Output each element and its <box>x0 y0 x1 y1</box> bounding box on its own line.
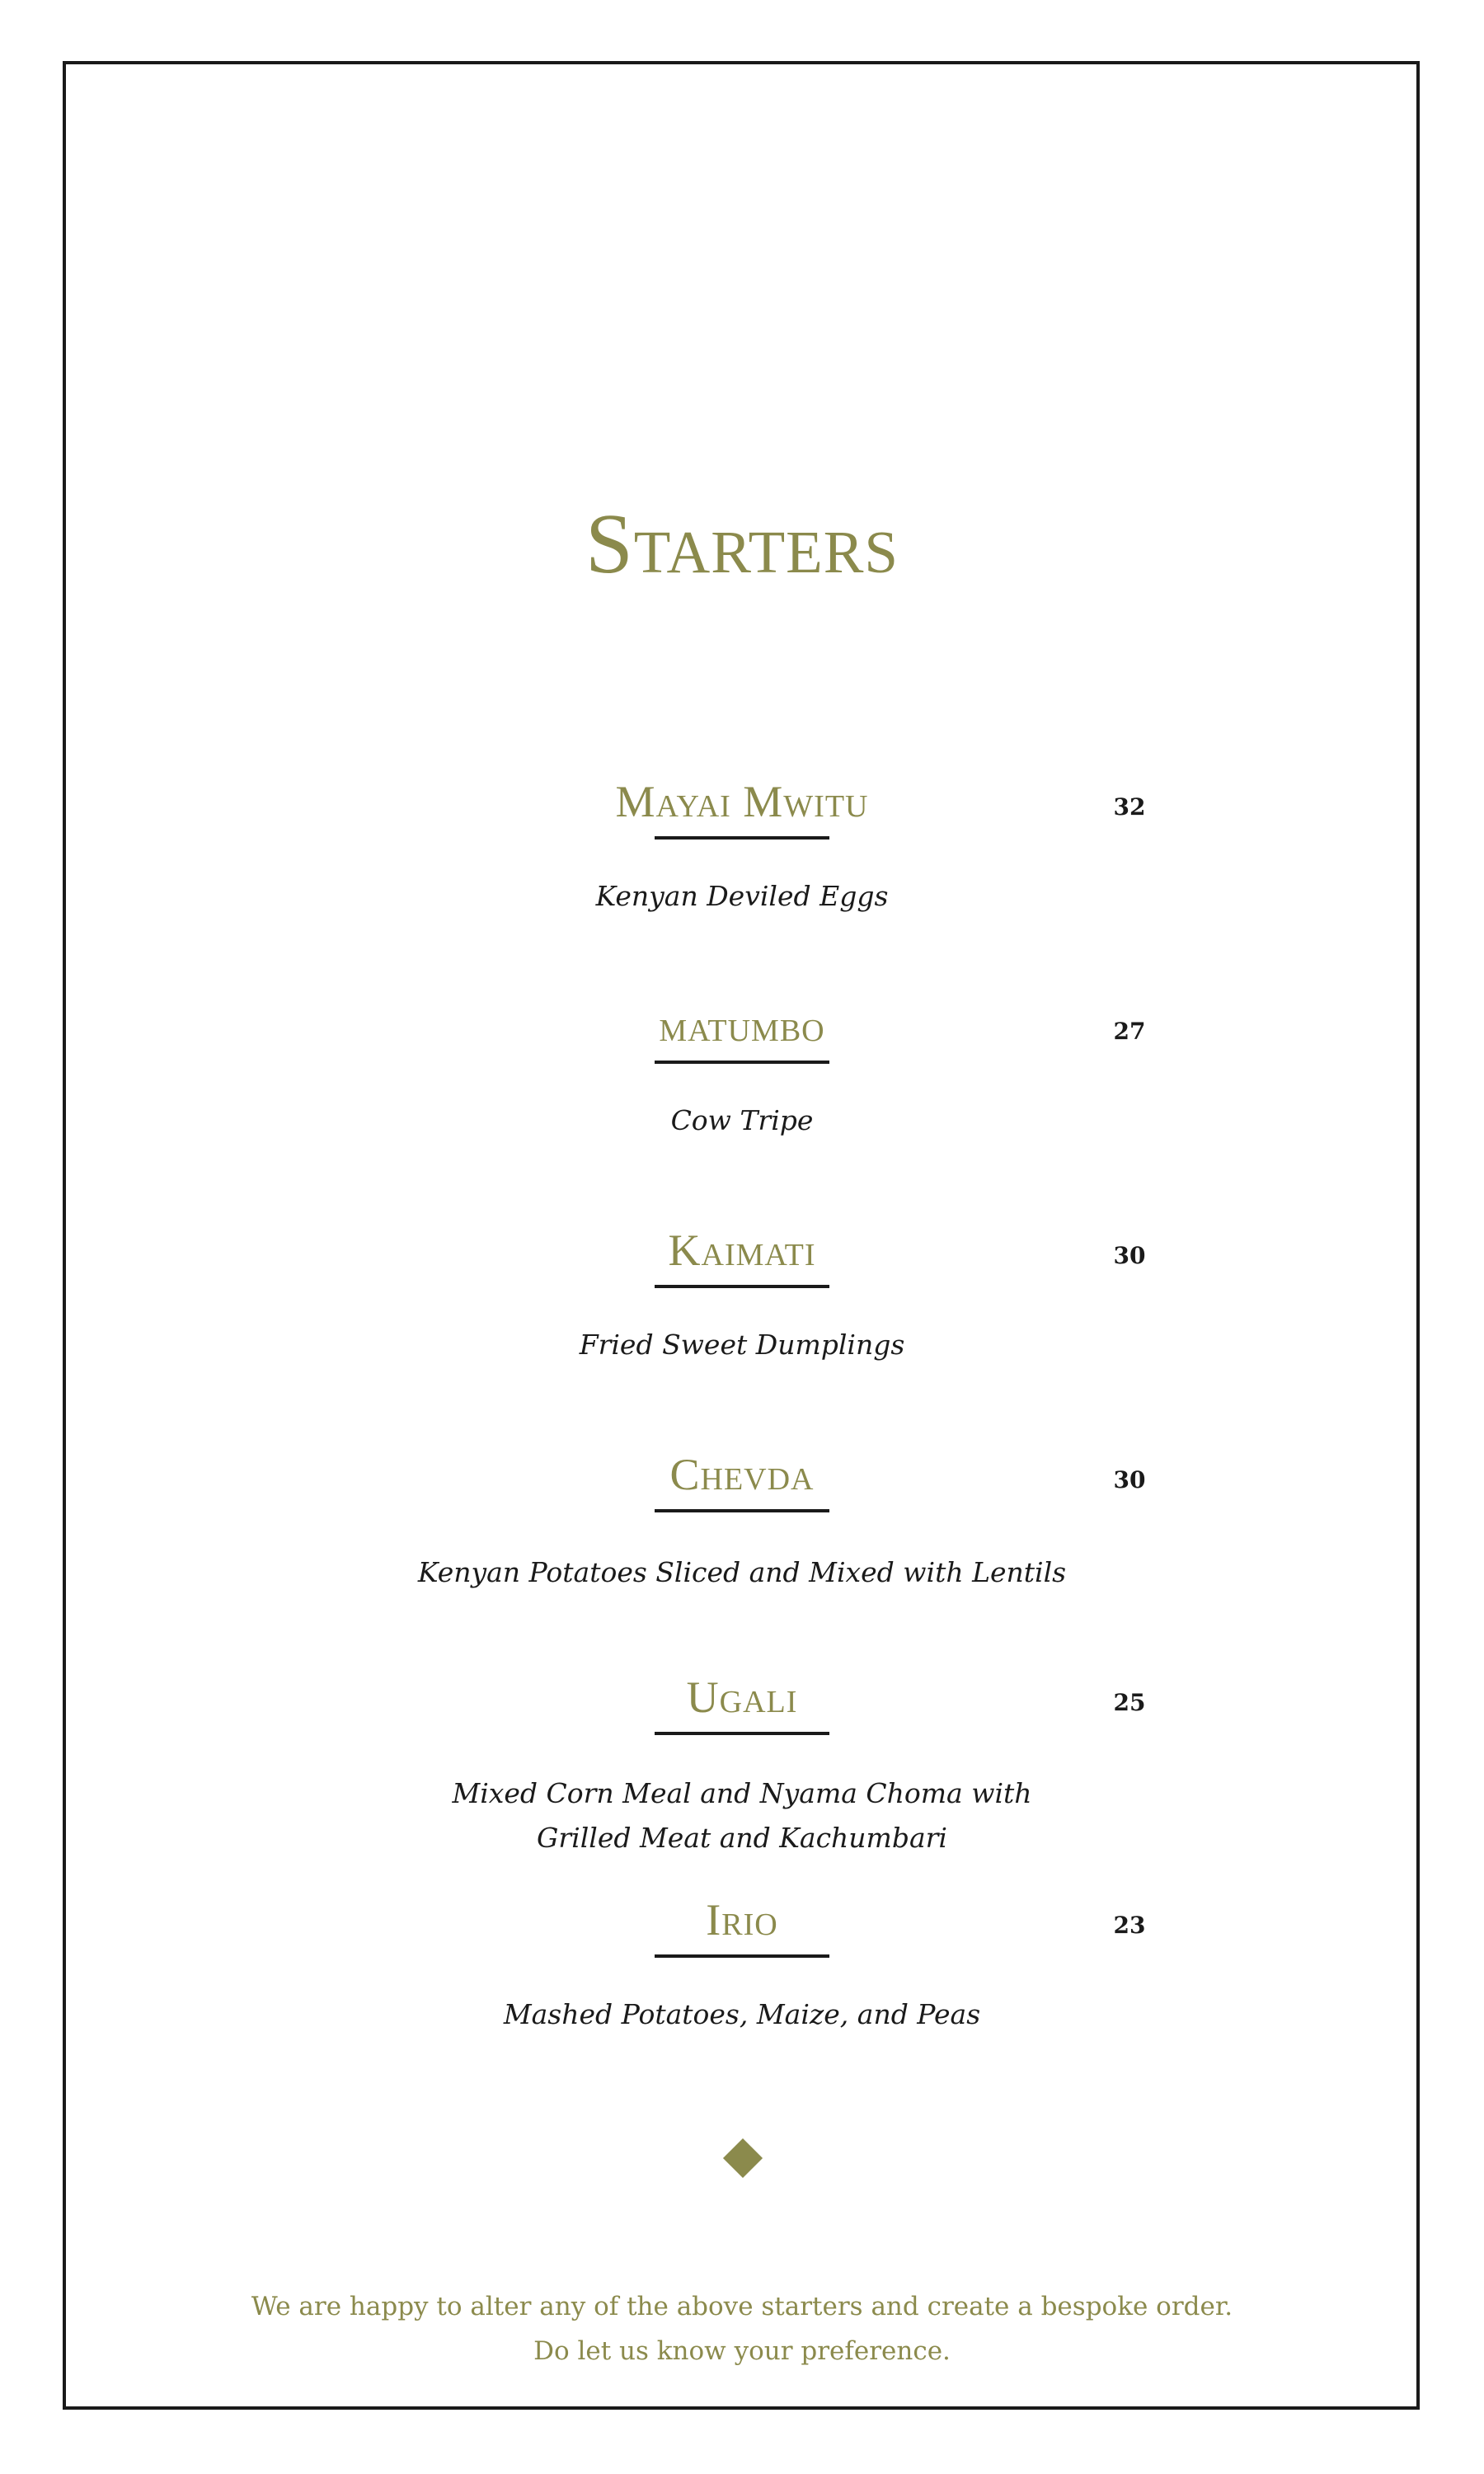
description-line: Mashed Potatoes, Maize, and Peas <box>503 1998 981 2030</box>
menu-item-name: Mayai Mwitu <box>615 777 869 826</box>
menu-item-description <box>247 1771 1237 1860</box>
menu-item-description <box>247 1550 1237 1595</box>
menu-item-description <box>247 1323 1237 1367</box>
description-line: Kenyan Deviled Eggs <box>595 880 889 912</box>
description-line: Grilled Meat and Kachumbari <box>537 1822 947 1854</box>
menu-item-divider <box>655 1732 829 1735</box>
description-line: Kenyan Potatoes Sliced and Mixed with Lentils <box>417 1556 1067 1588</box>
menu-item-divider <box>655 1285 829 1288</box>
footer-note <box>0 2284 1484 2373</box>
menu-item-price: 30 <box>1113 1242 1146 1269</box>
menu-item-divider <box>655 1061 829 1064</box>
menu-item-divider <box>655 1954 829 1958</box>
footer-line: Do let us know your preference. <box>533 2336 951 2366</box>
menu-item-price: 25 <box>1113 1689 1146 1716</box>
page-title: Starters <box>585 496 899 591</box>
menu-item-description <box>247 1098 1237 1143</box>
menu-item-name: Chevda <box>669 1450 815 1499</box>
footer-line: We are happy to alter any of the above starters and create a bespoke order. <box>251 2292 1233 2321</box>
menu-item-price: 23 <box>1113 1912 1146 1939</box>
menu-item-description <box>247 874 1237 919</box>
menu-item-description <box>247 1992 1237 2037</box>
menu-item-name: Kaimati <box>668 1225 816 1275</box>
description-line: Fried Sweet Dumplings <box>579 1329 905 1361</box>
description-line: Cow Tripe <box>670 1104 814 1136</box>
menu-item-name: Ugali <box>686 1672 798 1722</box>
menu-item-price: 27 <box>1113 1018 1146 1045</box>
menu-item-price: 30 <box>1113 1466 1146 1493</box>
menu-item-name: Irio <box>706 1895 778 1945</box>
menu-item-divider <box>655 1509 829 1512</box>
menu-item-divider <box>655 836 829 840</box>
menu-item-price: 32 <box>1113 793 1146 821</box>
description-line: Mixed Corn Meal and Nyama Choma with <box>452 1777 1032 1809</box>
menu-item-name: matumbo <box>659 1001 825 1051</box>
